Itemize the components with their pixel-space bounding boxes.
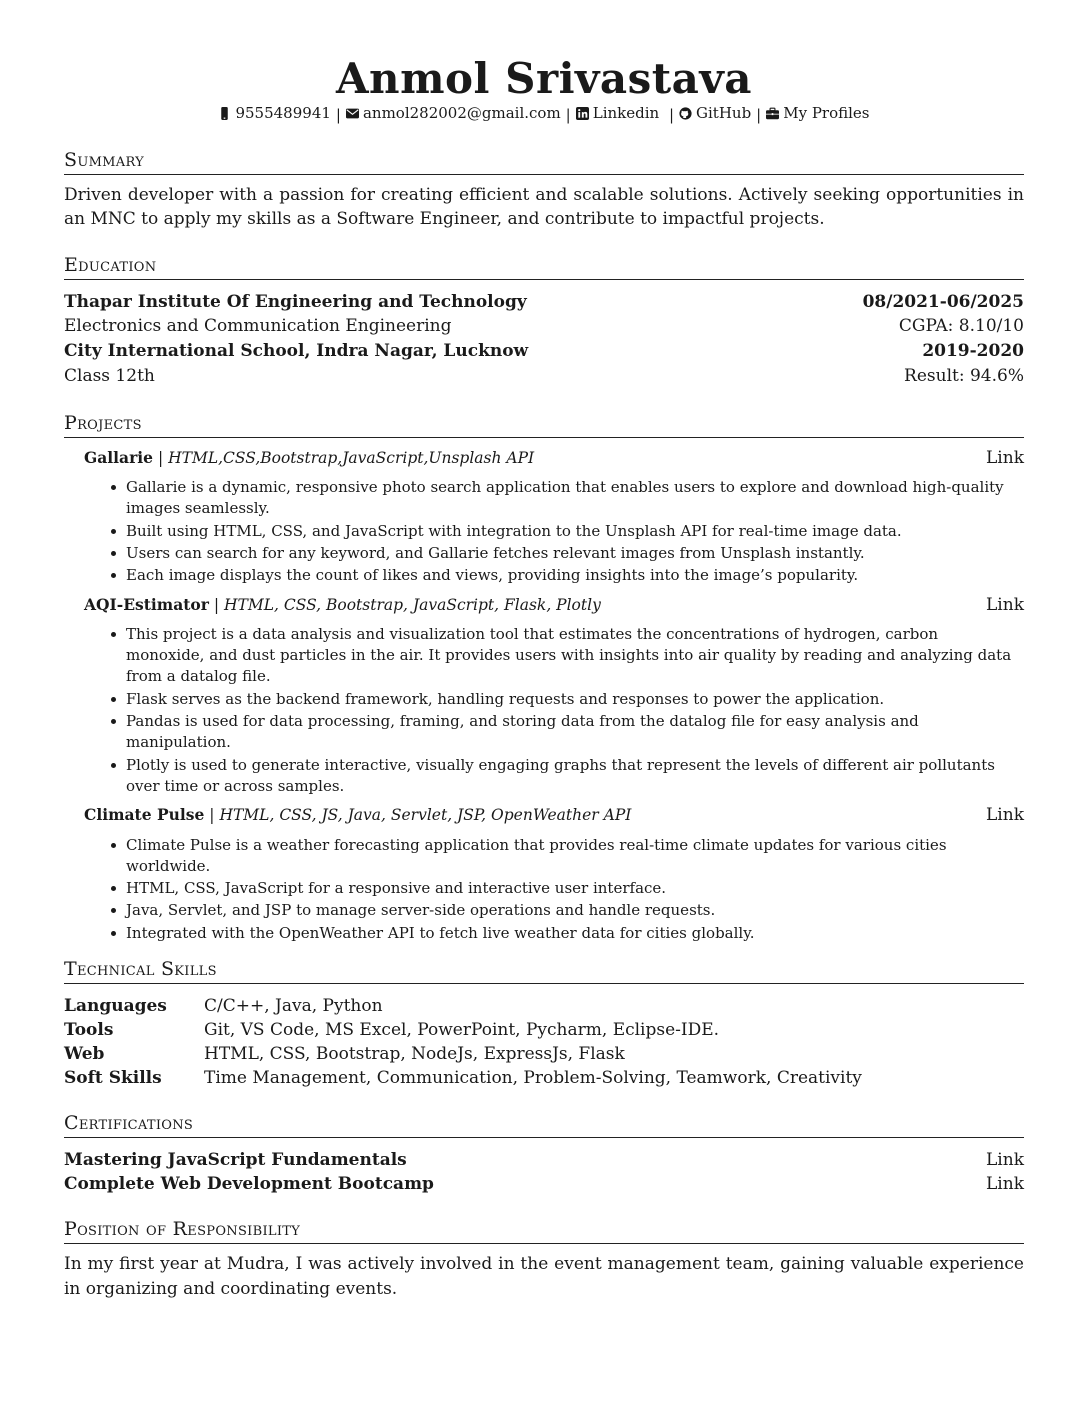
skill-row: [64, 1066, 1024, 1090]
education-detail: [64, 364, 1024, 389]
education-dates: 2019-2020: [922, 340, 1024, 361]
list-item: Integrated with the OpenWeather API to fetch live weather data for cities globally.: [126, 923, 1024, 944]
briefcase-icon: [766, 107, 779, 120]
certification-name: Complete Web Development Bootcamp: [64, 1174, 434, 1195]
skill-category: Web: [64, 1044, 105, 1064]
skill-row: [64, 994, 1024, 1018]
email-contact[interactable]: [346, 104, 561, 123]
project-name: AQI-Estimator: [84, 594, 209, 614]
certification-link[interactable]: Link: [986, 1150, 1024, 1170]
list-item: Each image displays the count of likes and views, providing insights into the image’s popularity.: [126, 565, 1024, 586]
certification-item: [64, 1148, 1024, 1172]
education-entry: [64, 290, 1024, 315]
skill-category: Soft Skills: [64, 1068, 162, 1089]
project-tech: HTML,CSS,Bootstrap,JavaScript,Unsplash API: [168, 448, 535, 467]
github-label: GitHub: [696, 104, 752, 123]
email-address: anmol282002@gmail.com: [362, 104, 561, 123]
list-item: This project is a data analysis and visualization tool that estimates the concentrations of hydrogen, carbon monoxide, and dust particles in the air. It provides users with insights into air quality by reading and analyzing data from a datalog file.: [126, 624, 1024, 688]
education-entry: [64, 339, 1024, 364]
skill-row: [64, 1018, 1024, 1042]
skills-heading: Technical Skills: [64, 958, 1024, 984]
degree: Class 12th: [64, 365, 155, 386]
project-tech: HTML, CSS, JS, Java, Servlet, JSP, OpenWeather API: [219, 806, 632, 825]
project-name: Gallarie: [84, 447, 154, 467]
school-name: Thapar Institute Of Engineering and Technology: [64, 291, 527, 312]
linkedin-link[interactable]: [576, 104, 659, 123]
skill-category: Tools: [64, 1019, 114, 1040]
certifications-heading: Certifications: [64, 1112, 1024, 1138]
project-link[interactable]: Link: [986, 805, 1024, 826]
list-item: HTML, CSS, JavaScript for a responsive and interactive user interface.: [126, 878, 1024, 899]
list-item: Plotly is used to generate interactive, visually engaging graphs that represent the levels of different air pollutants over time or across samples.: [126, 755, 1024, 798]
summary-heading: Summary: [64, 149, 1024, 175]
list-item: Gallarie is a dynamic, responsive photo search application that enables users to explore and download high-quality images seamlessly.: [126, 477, 1024, 520]
candidate-name: Anmol Srivastava: [335, 54, 753, 103]
projects-heading: Projects: [64, 412, 1024, 438]
education-detail: [64, 314, 1024, 339]
profiles-link[interactable]: [766, 104, 869, 123]
project-bullets: [84, 624, 1024, 797]
project-header: Climate Pulse | HTML, CSS, JS, Java, Servlet, JSP, OpenWeather API Link: [84, 805, 1024, 826]
skill-values: C/C++, Java, Python: [204, 995, 383, 1016]
project-bullets: [84, 477, 1024, 586]
phone-number: 9555489941: [235, 104, 331, 123]
certification-item: [64, 1172, 1024, 1196]
linkedin-icon: [576, 107, 589, 120]
responsibility-heading: Position of Responsibility: [64, 1218, 1024, 1244]
github-link[interactable]: [679, 104, 751, 123]
degree: Electronics and Communication Engineering: [64, 316, 452, 337]
resume-page: [64, 52, 1024, 1301]
education-score: Result: 94.6%: [904, 365, 1024, 386]
project-link[interactable]: Link: [986, 594, 1024, 615]
list-item: Built using HTML, CSS, and JavaScript with integration to the Unsplash API for real-time image data.: [126, 521, 1024, 542]
project-link[interactable]: Link: [986, 447, 1024, 468]
envelope-icon: [346, 107, 359, 120]
skills-list: [64, 994, 1024, 1091]
certification-link[interactable]: Link: [986, 1174, 1024, 1195]
project-tech: HTML, CSS, Bootstrap, JavaScript, Flask, Plotly: [224, 595, 601, 614]
projects-list: [64, 448, 1024, 944]
responsibility-text: In my first year at Mudra, I was actively involved in the event management team, gaining valuable experience in organizing and coordinating events.: [64, 1254, 1024, 1299]
github-icon: [679, 107, 692, 120]
list-item: Pandas is used for data processing, framing, and storing data from the datalog file for easy analysis and manipulation.: [126, 711, 1024, 754]
mobile-phone-icon: [218, 107, 231, 120]
list-item: Java, Servlet, and JSP to manage server-side operations and handle requests.: [126, 900, 1024, 921]
project-name: Climate Pulse: [84, 805, 205, 825]
project-header: AQI-Estimator | HTML, CSS, Bootstrap, JavaScript, Flask, Plotly Link: [84, 594, 1024, 615]
school-name: City International School, Indra Nagar, Lucknow: [64, 340, 529, 361]
skill-values: Git, VS Code, MS Excel, PowerPoint, Pycharm, Eclipse-IDE.: [204, 1019, 720, 1040]
phone-contact[interactable]: [218, 104, 330, 123]
linkedin-label: Linkedin: [592, 104, 660, 123]
education-dates: 08/2021-06/2025: [862, 291, 1024, 312]
skill-category: Languages: [64, 995, 167, 1016]
skill-row: [64, 1042, 1024, 1066]
project-header: Gallarie | HTML,CSS,Bootstrap,JavaScript,Unsplash API Link: [84, 447, 1024, 468]
skill-values: HTML, CSS, Bootstrap, NodeJs, ExpressJs, Flask: [204, 1044, 625, 1064]
project-bullets: [84, 835, 1024, 944]
education-list: [64, 290, 1024, 389]
education-heading: Education: [64, 254, 1024, 280]
certification-name: Mastering JavaScript Fundamentals: [64, 1150, 407, 1170]
list-item: Climate Pulse is a weather forecasting application that provides real-time climate updates for various cities worldwide.: [126, 835, 1024, 878]
certifications-list: [64, 1148, 1024, 1196]
list-item: Users can search for any keyword, and Gallarie fetches relevant images from Unsplash instantly.: [126, 543, 1024, 564]
list-item: Flask serves as the backend framework, handling requests and responses to power the application.: [126, 689, 1024, 710]
education-score: CGPA: 8.10/10: [898, 316, 1024, 337]
contact-line: 9555489941 | anmol282002@gmail.com | Linkedin | GitHub | My Profiles: [64, 104, 1024, 125]
profiles-label: My Profiles: [783, 104, 870, 123]
skill-values: Time Management, Communication, Problem-Solving, Teamwork, Creativity: [204, 1068, 862, 1089]
summary-text: Driven developer with a passion for creating efficient and scalable solutions. Actively seeking opportunities in an MNC to apply my skills as a Software Engineer, and contribute to impactful projects.: [64, 184, 1024, 230]
